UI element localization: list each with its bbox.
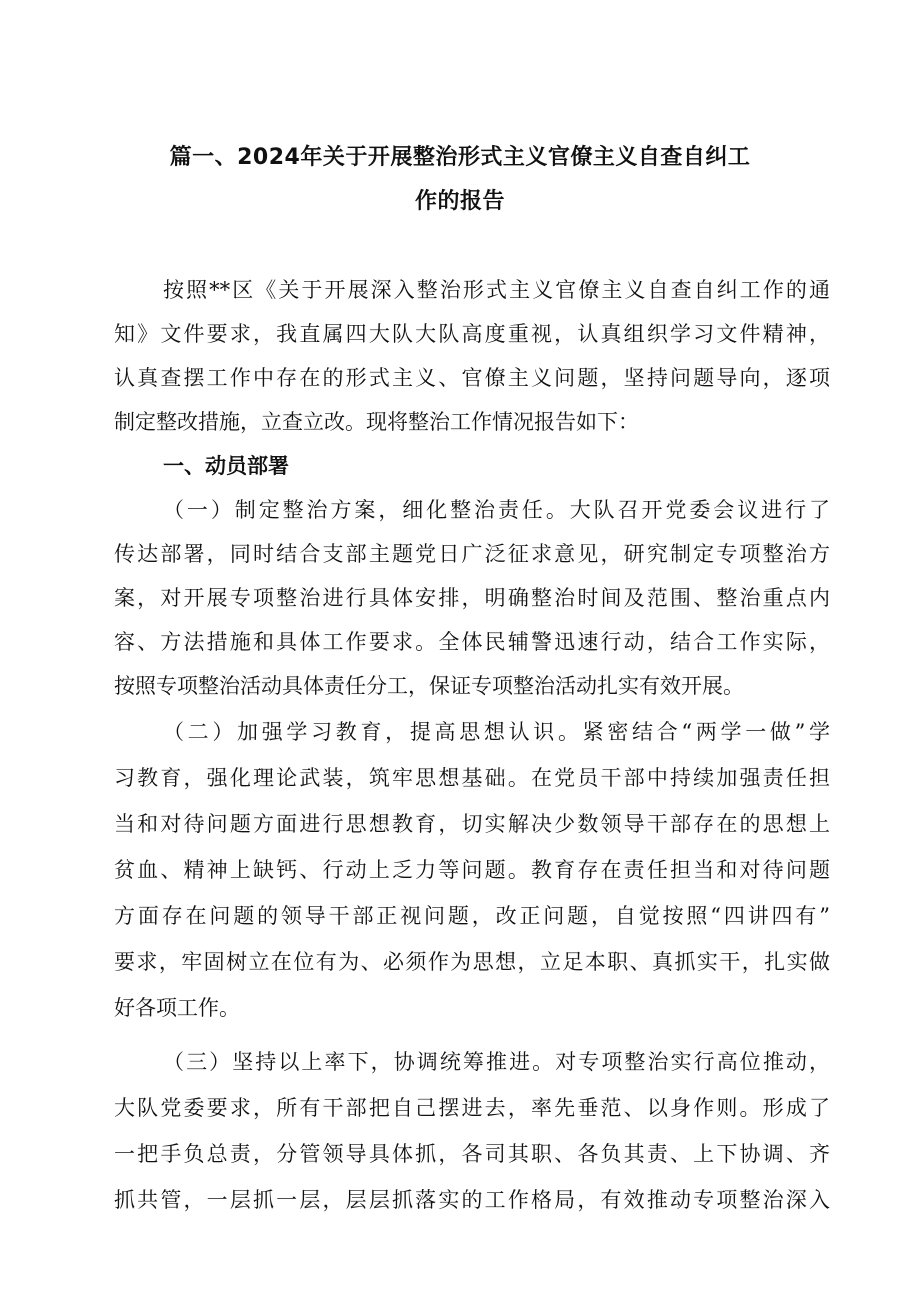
- paragraph-line: 按照**区《关于开展深入整治形式主义官僚主义自查自纠工作的通: [163, 278, 830, 302]
- paragraph-line: 案，对开展专项整治进行具体安排，明确整治时间及范围、整治重点内: [114, 586, 830, 610]
- paragraph-line: 贫血、精神上缺钙、行动上乏力等问题。教育存在责任担当和对待问题: [114, 858, 830, 882]
- paragraph-line: 当和对待问题方面进行思想教育，切实解决少数领导干部存在的思想上: [114, 812, 830, 836]
- paragraph-line: 要求，牢固树立在位有为、必须作为思想，立足本职、真抓实干，扎实做: [114, 950, 830, 974]
- paragraph-line: 抓共管，一层抓一层，层层抓落实的工作格局，有效推动专项整治深入: [114, 1188, 830, 1212]
- document-title-line-2: 作的报告: [414, 189, 505, 214]
- paragraph-line: 大队党委要求，所有干部把自己摆进去，率先垂范、以身作则。形成了: [114, 1096, 830, 1120]
- paragraph-line: 一把手负总责，分管领导具体抓，各司其职、各负其责、上下协调、齐: [114, 1142, 830, 1166]
- paragraph-line: 传达部署，同时结合支部主题党日广泛征求意见，研究制定专项整治方: [114, 542, 830, 566]
- paragraph-line: （三）坚持以上率下，协调统筹推进。对专项整治实行高位推动，: [163, 1050, 830, 1074]
- paragraph-line: 好各项工作。: [114, 996, 240, 1020]
- paragraph-line: 习教育，强化理论武装，筑牢思想基础。在党员干部中持续加强责任担: [114, 766, 830, 790]
- paragraph-line: 认真查摆工作中存在的形式主义、官僚主义问题，坚持问题导向，逐项: [114, 366, 830, 390]
- paragraph-line: 制定整改措施，立查立改。现将整治工作情况报告如下：: [114, 410, 639, 434]
- paragraph-line: 方面存在问题的领导干部正视问题，改正问题，自觉按照“四讲四有”: [114, 904, 830, 928]
- document-title-line-1: 篇一、2024年关于开展整治形式主义官僚主义自查自纠工: [169, 145, 751, 170]
- paragraph-line: （一）制定整治方案，细化整治责任。大队召开党委会议进行了: [163, 498, 830, 522]
- paragraph-line: 知》文件要求，我直属四大队大队高度重视，认真组织学习文件精神，: [114, 322, 830, 346]
- paragraph-line: 按照专项整治活动具体责任分工，保证专项整治活动扎实有效开展。: [114, 674, 744, 698]
- paragraph-line: （二）加强学习教育，提高思想认识。紧密结合“两学一做”学: [163, 720, 830, 744]
- paragraph-line: 容、方法措施和具体工作要求。全体民辅警迅速行动，结合工作实际，: [114, 630, 830, 654]
- section-heading: 一、动员部署: [163, 454, 289, 478]
